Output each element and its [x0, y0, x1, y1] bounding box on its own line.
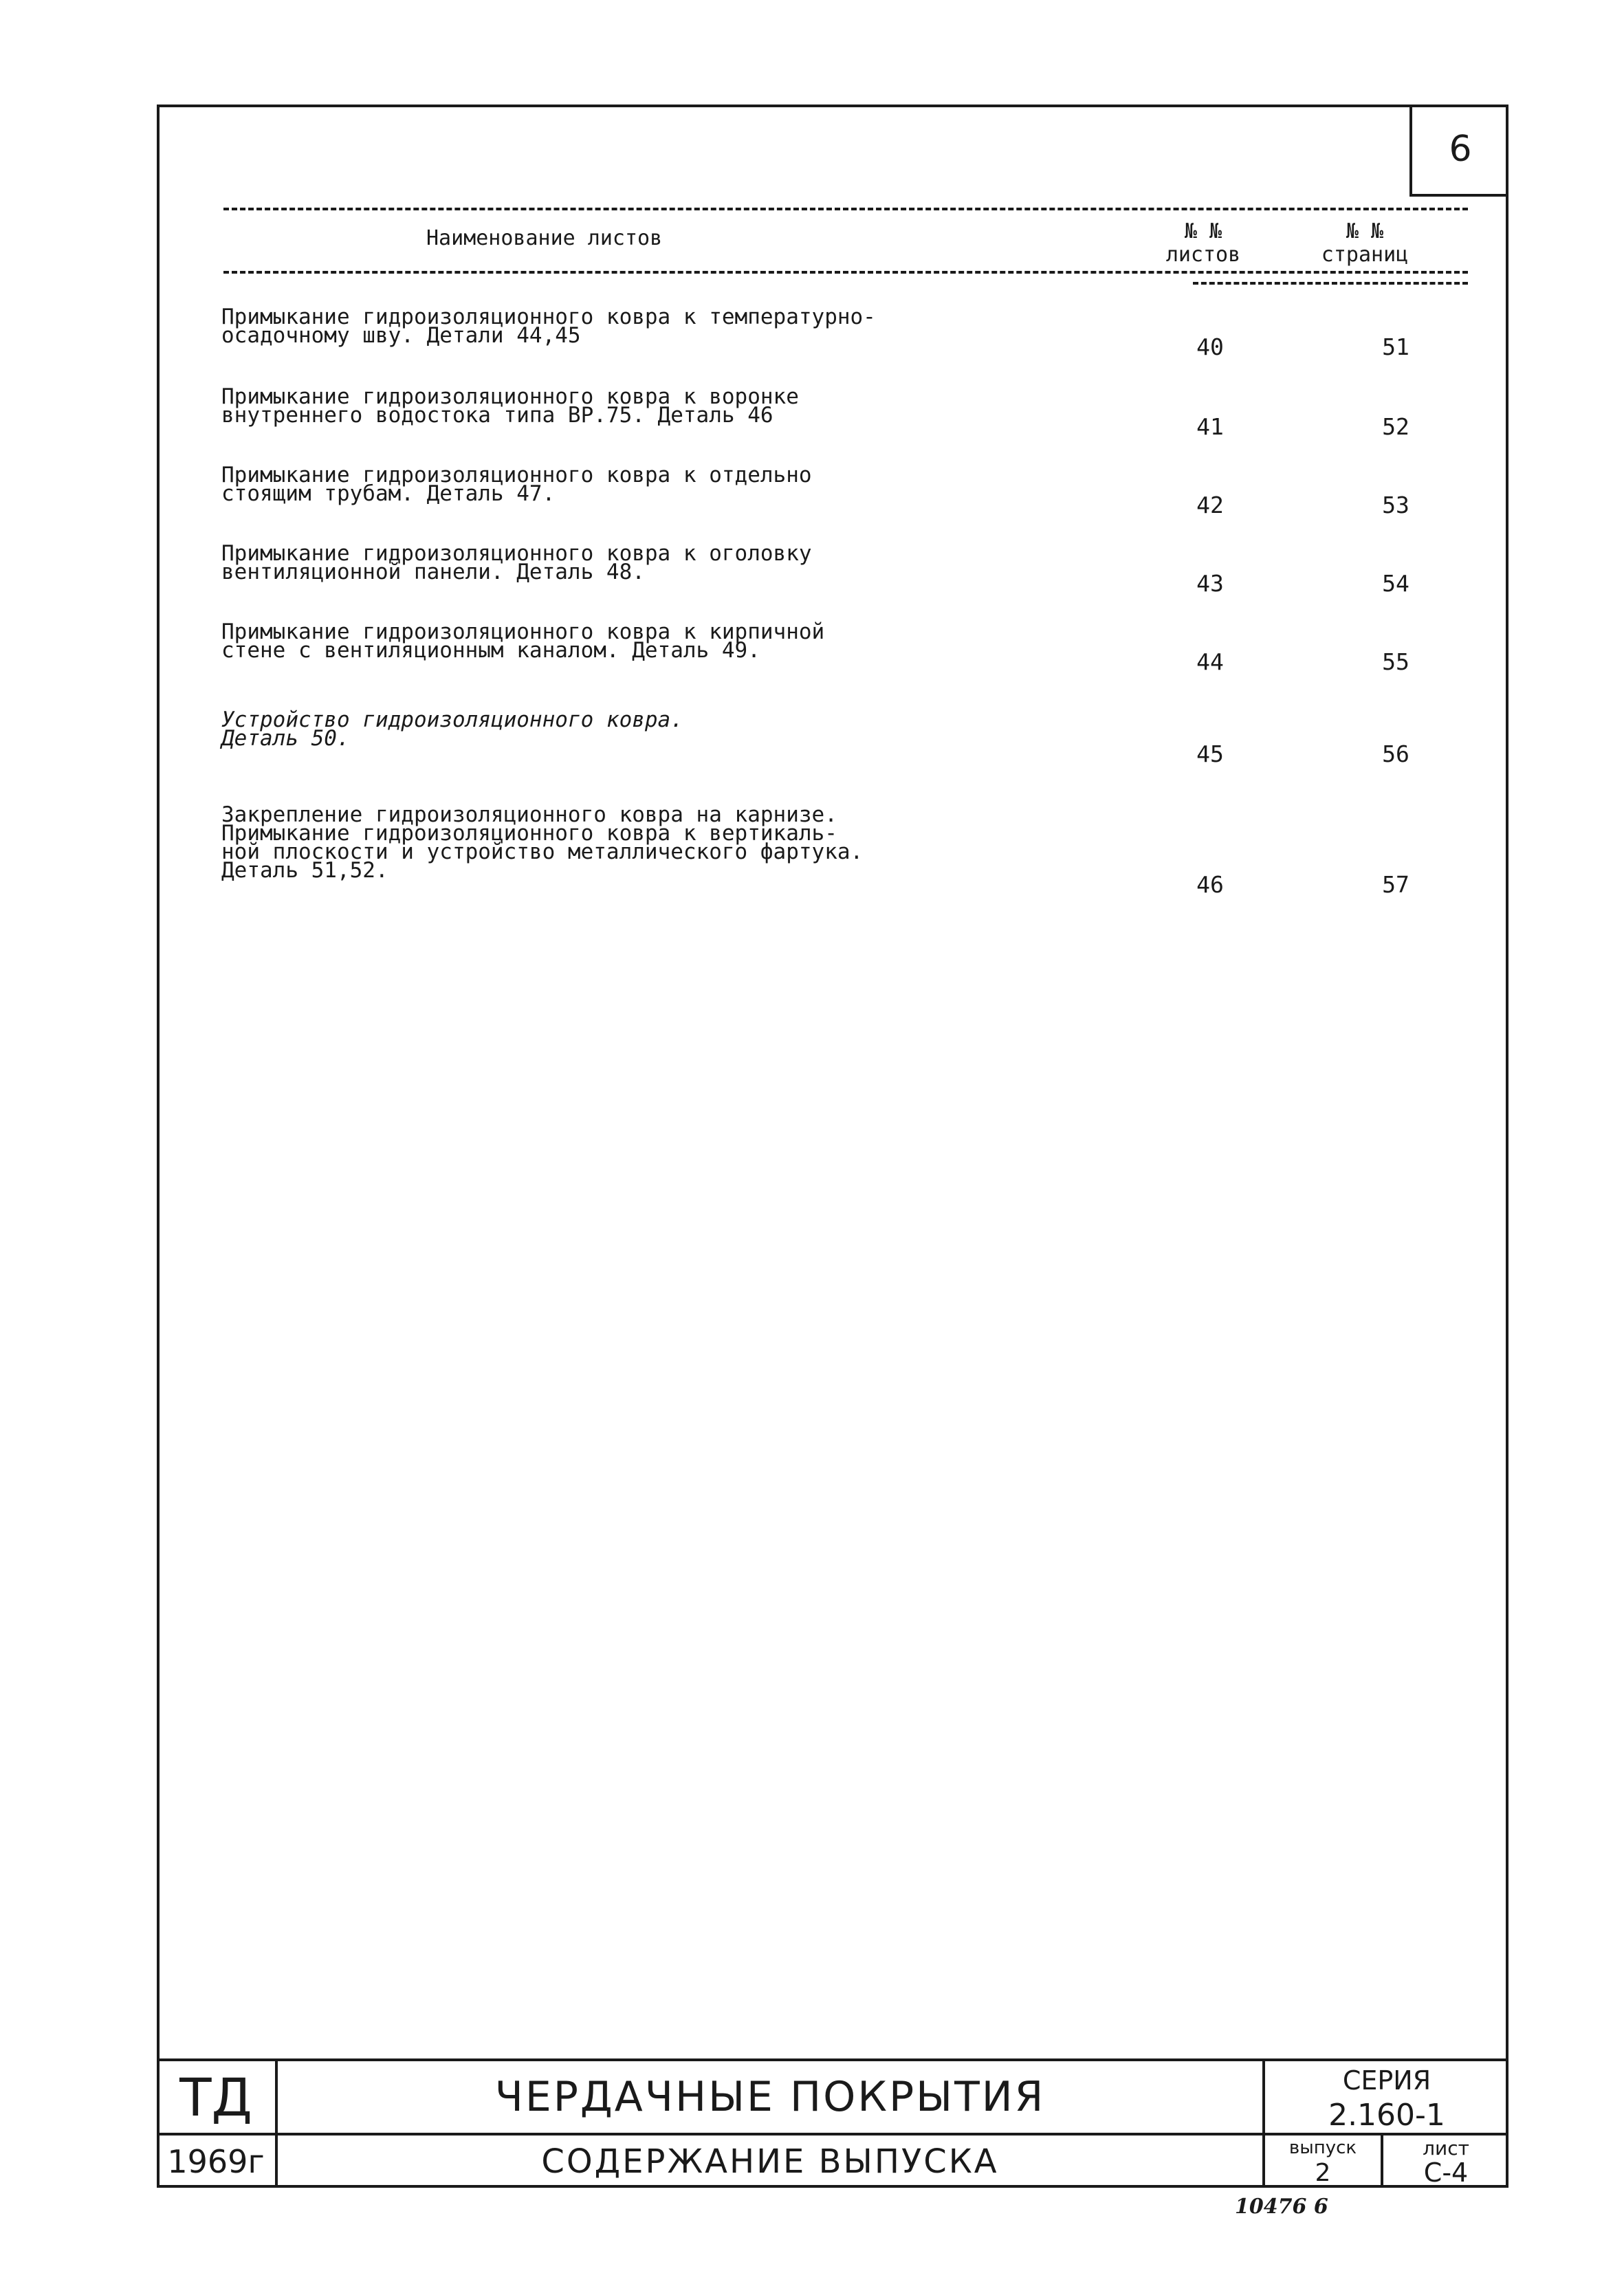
page-number-cell: 56	[1382, 740, 1409, 767]
sheet-number: 40	[1196, 333, 1224, 360]
sheet-number: 42	[1196, 492, 1224, 518]
sheet-value: С-4	[1423, 2157, 1469, 2188]
document-subtitle: СОДЕРЖАНИЕ ВЫПУСКА	[541, 2142, 999, 2181]
header-sheets-mark: № №	[1184, 219, 1222, 243]
header-rule-right	[1193, 282, 1468, 285]
sheet-title: Примыкание гидроизоляционного ковра к кирпичной стене с вентиляционным каналом. Деталь 49.	[221, 619, 825, 663]
issue-value: 2	[1315, 2158, 1331, 2187]
document-title: ЧЕРДАЧНЫЕ ПОКРЫТИЯ	[494, 2073, 1046, 2121]
sheet-title: Примыкание гидроизоляционного ковра к оголовку вентиляционной панели. Деталь 48.	[221, 541, 812, 584]
header-pages-column	[1306, 220, 1423, 267]
header-pages-label: страниц	[1321, 243, 1409, 267]
header-rule-top	[223, 208, 1468, 210]
header-pages-mark: № №	[1346, 219, 1384, 243]
sheet-number: 44	[1196, 648, 1224, 675]
header-sheets-label: листов	[1165, 243, 1241, 267]
sheet-title: Примыкание гидроизоляционного ковра к воронке внутреннего водостока типа ВР.75. Деталь 46	[221, 384, 799, 428]
header-name-column: Наименование листов	[426, 226, 663, 250]
sheet-title: Примыкание гидроизоляционного ковра к отдельно стоящим трубам. Деталь 47.	[221, 463, 812, 506]
series-label: СЕРИЯ	[1342, 2065, 1431, 2096]
series-value: 2.160-1	[1328, 2097, 1445, 2133]
page-number-cell: 51	[1382, 333, 1409, 360]
page-number-cell: 54	[1382, 570, 1409, 597]
sheet-title: Примыкание гидроизоляционного ковра к температурно- осадочному шву. Детали 44,45	[221, 305, 876, 348]
header-sheets-column	[1155, 220, 1251, 267]
sheet-label: лист	[1423, 2136, 1469, 2160]
page-number-cell: 57	[1382, 871, 1409, 898]
sheet-number: 46	[1196, 871, 1224, 898]
page-number: 6	[1409, 105, 1508, 197]
year: 1969г	[167, 2143, 265, 2180]
title-block	[157, 2058, 1508, 2188]
page-number-cell: 52	[1382, 413, 1409, 440]
org-code: ТД	[179, 2066, 252, 2128]
page-number-cell: 55	[1382, 648, 1409, 675]
handwritten-note: 10476 6	[1235, 2195, 1328, 2219]
header-rule-middle	[223, 271, 1468, 274]
sheet-title: Закрепление гидроизоляционного ковра на карнизе. Примыкание гидроизоляционного ковра к вертикаль- ной плоскости и устройство металлического фартука. Деталь 51,52.	[221, 802, 864, 883]
sheet-number: 43	[1196, 570, 1224, 597]
sheet-number: 45	[1196, 740, 1224, 767]
sheet-number: 41	[1196, 413, 1224, 440]
sheet-title: Устройство гидроизоляционного ковра. Деталь 50.	[221, 707, 683, 751]
page-number-cell: 53	[1382, 492, 1409, 518]
issue-label: выпуск	[1288, 2138, 1357, 2158]
